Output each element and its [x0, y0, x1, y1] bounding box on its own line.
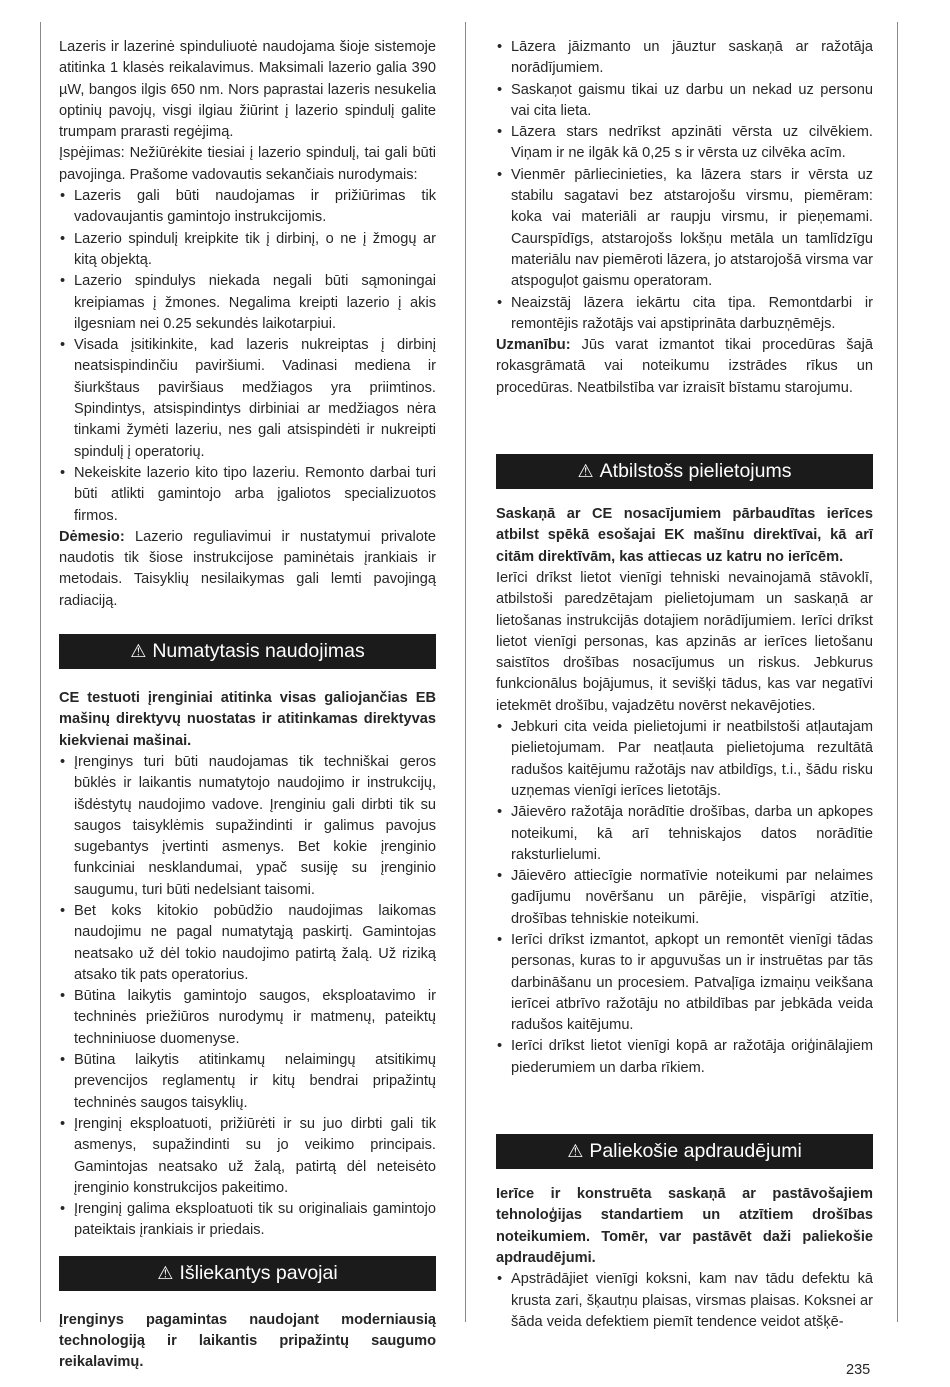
- left-column: [59, 37, 436, 1374]
- list-item: • Ierīci drīkst lietot vienīgi kopā ar ražotāja oriģinālajiem piederumiem un darba rīkiem.: [496, 1036, 873, 1079]
- warning-icon: ⚠: [157, 1262, 174, 1283]
- laser-intro-paragraph: Lazeris ir lazerinė spinduliuotė naudojama šioje sistemoje atitinka 1 klasės reikalavimus. Maksimali lazerio galia 390 µW, bangos ilgis 650 nm. Nors paprastai lazeris nesukelia optinių pavojų, visgi ilgiau žiūrint į lazerio spindulį galite trumpam prarasti regėjimą.: [59, 39, 436, 141]
- right-column: [496, 37, 873, 1333]
- list-item: • Jāievēro ražotāja norādītie drošības, darba un apkopes noteikumi, kā arī tehniskajos datos norādītie raksturlielumi.: [496, 802, 873, 866]
- section-heading-residual-risks: [59, 1256, 436, 1291]
- attention-text: Lazerio reguliavimui ir nustatymui privalote naudotis tik šiose instrukcijose paminėtais įrankiais ir metodais. Taisyklių nesilaikymas gali lemti pavojingą radiaciją.: [59, 528, 436, 609]
- appropriate-use-lead: Saskaņā ar CE nosacījumiem pārbaudītas ierīces atbilst spēkā esošajai EK mašīnu direktīvai, kā arī citām direktīvām, kas attiecas uz katru no ierīcēm.: [496, 506, 873, 565]
- section-heading-appropriate-use: [496, 454, 873, 489]
- attention-note-lv: [496, 335, 873, 399]
- list-item: • Vienmēr pārliecinieties, ka lāzera stars ir vērsta uz stabilu sagatavi bez atstarojošu virsmu, piemēram: koka vai materiāli ar raupju virsmu, ir pieņemami. Caurspīdīgs, atstarojošs lokšņu metāla un tamlīdzīgu materiālu nav piemēroti lāzera, jo atstarojošā virsma var atspoguļot gaismu operatoram.: [496, 165, 873, 293]
- list-item: • Būtina laikytis atitinkamų nelaimingų atsitikimų prevencijos reglamentų ir kitų bendrai pripažintų techninės saugos taisyklių.: [59, 1050, 436, 1114]
- remaining-hazards-list: [496, 1269, 873, 1333]
- list-item: • Įrenginys turi būti naudojamas tik techniškai geros būklės ir laikantis numatytojo naudojimo ir instrukcijų, išdėstytų naudojimo vadove. Įrenginiu gali dirbti tik su saugos taisyklėmis supažindinti ir galimus pavojus sugebantys įvertinti asmenys. Bet kokie įrenginio funkciniai nesklandumai, ypač susiję su įrenginio saugumu, turi būti nedelsiant taisomi.: [59, 752, 436, 901]
- list-item: • Įrenginį eksploatuoti, prižiūrėti ir su juo dirbti gali tik asmenys, supažindinti su jo veikimo principais. Gamintojas neatsako už žalą, patirtą dėl neteisėto įrenginio konstrukcijos pakeitimo.: [59, 1114, 436, 1199]
- list-item: • Lāzera jāizmanto un jāuztur saskaņā ar ražotāja norādījumiem.: [496, 37, 873, 80]
- list-item: • Ierīci drīkst izmantot, apkopt un remontēt vienīgi tādas personas, kuras to ir apguvušas un ir instruētas par tās darbināšanu un procesiem. Patvaļīga izmaiņu veikšana ierīcei atbrīvo ražotāju no atbildības par jebkāda veida radušos kaitējumu.: [496, 930, 873, 1036]
- section-heading-intended-use: [59, 634, 436, 669]
- list-item: • Neaizstāj lāzera iekārtu cita tipa. Remontdarbi ir remontējis ražotājs vai apstiprināta darbuzņēmējs.: [496, 293, 873, 336]
- list-item: • Jebkuri cita veida pielietojumi ir neatbilstoši atļautajam pielietojumam. Par neatļauta pielietojuma rezultātā radušos kaitējumu ražotājs nav atbildīgs, t.i., šādu risku uzņemas vienīgi ierīces lietotājs.: [496, 717, 873, 802]
- warning-icon: ⚠: [577, 461, 594, 482]
- section-heading-text: Numatytasis naudojimas: [152, 640, 365, 663]
- remaining-hazards-lead: Ierīce ir konstruēta saskaņā ar pastāvošajiem tehnoloģijas standartiem un atzītiem drošības noteikumiem. Tomēr, var pastāvēt daži paliekošie apdraudējumi.: [496, 1186, 873, 1266]
- warning-icon: ⚠: [130, 641, 147, 662]
- laser-safety-list: [59, 186, 436, 527]
- list-item: • Lazerio spindulį kreipkite tik į dirbinį, o ne į žmogų ar kitą objektą.: [59, 229, 436, 272]
- appropriate-use-list: [496, 717, 873, 1079]
- section-heading-remaining-hazards: [496, 1134, 873, 1169]
- section-heading-text: Paliekošie apdraudējumi: [589, 1140, 802, 1163]
- list-item: • Įrenginį galima eksploatuoti tik su originaliais gamintojo pateiktais įrankiais ir priedais.: [59, 1199, 436, 1242]
- list-item: • Lazeris gali būti naudojamas ir prižiūrimas tik vadovaujantis gamintojo instrukcijomis.: [59, 186, 436, 229]
- list-item: • Apstrādājiet vienīgi koksni, kam nav tādu defektu kā krusta zari, šķautņu plaisas, virsmas plaisas. Koksnei ar šāda veida defektiem piemīt tendence veidot atšķē-: [496, 1269, 873, 1333]
- attention-label: Uzmanību:: [496, 337, 571, 354]
- list-item: • Visada įsitikinkite, kad lazeris nukreiptas į dirbinį neatsispindinčiu paviršiumi. Vadinasi mediena ir šiurkštaus paviršiaus medžiagos yra priimtinos. Spindintys, atsispindintys dirbiniai ar medžiagos nėra tinkami žymėti lazeriu, nes gali atsispindėti ir nukreipti spindulį į operatorių.: [59, 335, 436, 463]
- column-rule-center: [465, 22, 466, 1322]
- laser-safety-list-lv: [496, 37, 873, 335]
- list-item: • Lāzera stars nedrīkst apzināti vērsta uz cilvēkiem. Viņam ir ne ilgāk kā 0,25 s ir vērsta uz cilvēka acīm.: [496, 122, 873, 165]
- column-rule-right: [897, 22, 898, 1322]
- section-heading-text: Išliekantys pavojai: [179, 1261, 338, 1284]
- intended-use-lead: CE testuoti įrenginiai atitinka visas galiojančias EB mašinų direktyvų nuostatas ir atitinkamas direktyvas kiekvienai mašinai.: [59, 690, 436, 749]
- attention-label: Dėmesio:: [59, 528, 125, 545]
- list-item: • Saskaņot gaismu tikai uz darbu un nekad uz personu vai cita lieta.: [496, 80, 873, 123]
- attention-text: Jūs varat izmantot tikai procedūras šajā rokasgrāmatā vai noteikumu izstrādes rīkus un procedūras. Neatbilstība var izraisīt bīstamu starojumu.: [496, 337, 873, 396]
- page-number: 235: [846, 1362, 871, 1378]
- intended-use-list: [59, 752, 436, 1242]
- list-item: • Būtina laikytis gamintojo saugos, eksploatavimo ir techninės priežiūros nurodymų ir matmenų, pateiktų techniniuose duomenyse.: [59, 986, 436, 1050]
- laser-warning-paragraph: Įspėjimas: Nežiūrėkite tiesiai į lazerio spindulį, tai gali būti pavojinga. Prašome vadovautis sekančiais nurodymais:: [59, 145, 436, 183]
- list-item: • Nekeiskite lazerio kito tipo lazeriu. Remonto darbai turi būti atlikti gamintojo arba įgaliotos specializuotos firmos.: [59, 463, 436, 527]
- residual-risks-lead: Įrenginys pagamintas naudojant moderniausią technologiją ir laikantis pripažintų saugumo reikalavimų.: [59, 1311, 436, 1371]
- section-heading-text: Atbilstošs pielietojums: [599, 460, 792, 483]
- list-item: • Lazerio spindulys niekada negali būti sąmoningai kreipiamas į žmones. Negalima kreipti lazerio į akis ilgesniam nei 0.25 sekundės laikotarpiui.: [59, 271, 436, 335]
- column-rule-left: [40, 22, 41, 1322]
- appropriate-use-paragraph: Ierīci drīkst lietot vienīgi tehniski nevainojamā stāvoklī, atbilstoši paredzētajam pielietojumam un saskaņā ar lietošanas instrukcijās dotajiem norādījumiem. Ierīci drīkst lietot vienīgi personas, kas apzinās ar ierīces lietošanu saistītos drošības nosacījumus un riskus. Jebkurus funkcionālus bojājumus, it sevišķi tādus, kas var negatīvi ietekmēt drošību, vajadzētu novērst nekavējoties.: [496, 569, 873, 714]
- list-item: • Jāievēro attiecīgie normatīvie noteikumi par nelaimes gadījumu novēršanu un pārējie, vispārīgi atzītie, drošības tehniskie noteikumi.: [496, 866, 873, 930]
- list-item: • Bet koks kitokio pobūdžio naudojimas laikomas naudojimu ne pagal numatytąją paskirtį. Gamintojas neatsako už dėl tokio naudojimo patirtą žalą. Už riziką atsako tik pats operatorius.: [59, 901, 436, 986]
- warning-icon: ⚠: [567, 1141, 584, 1162]
- attention-note: [59, 527, 436, 612]
